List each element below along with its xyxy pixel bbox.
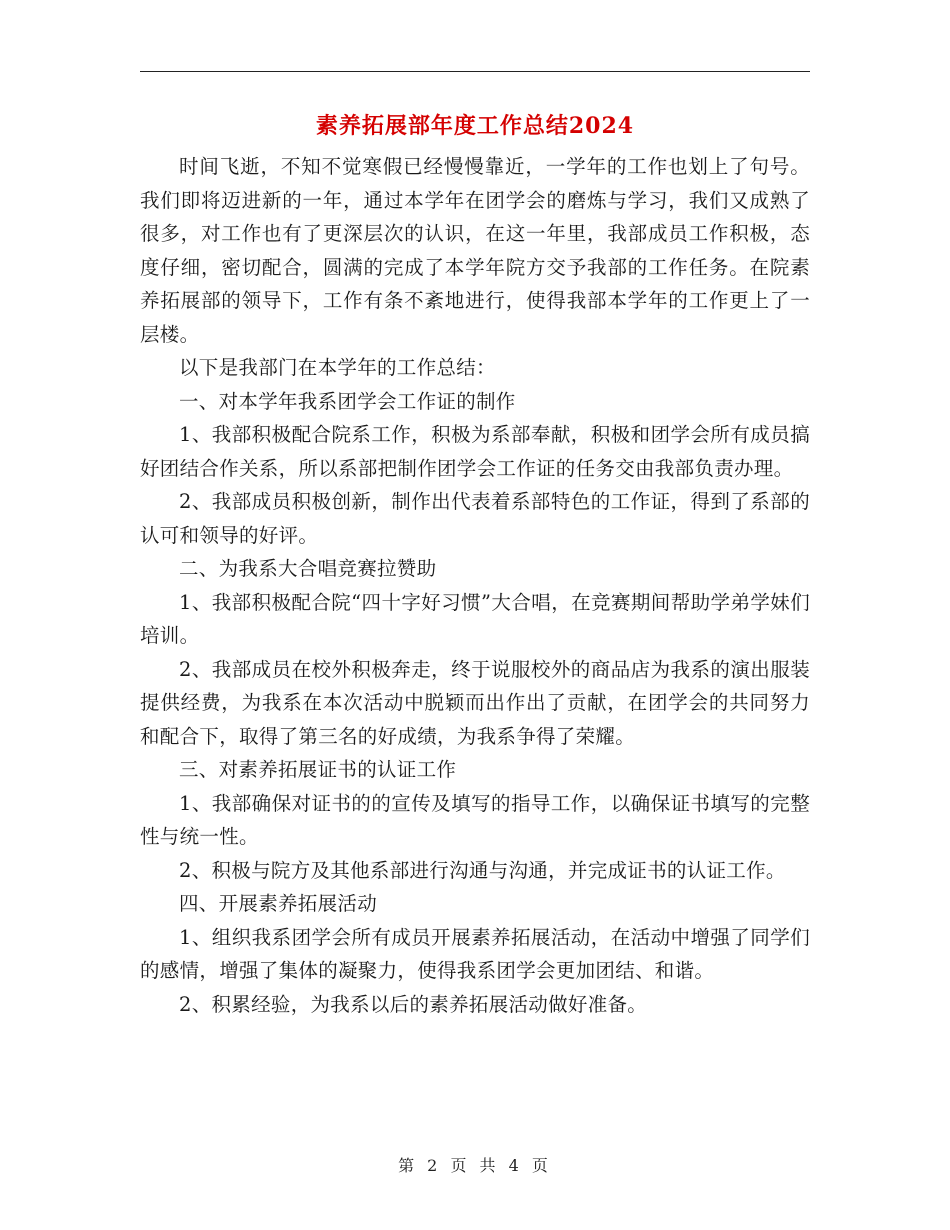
paragraph-intro: 时间飞逝，不知不觉寒假已经慢慢靠近，一学年的工作也划上了句号。我们即将迈进新的一年，通过本学年在团学会的磨炼与学习，我们又成熟了很多，对工作也有了更深层次的认识，在这一年里，我部成员工作积极，态度仔细，密切配合，圆满的完成了本学年院方交予我部的工作任务。在院素养拓展部的领导下，工作有条不紊地进行，使得我部本学年的工作更上了一层楼。 <box>140 155 810 346</box>
paragraph-2-2: 2、我部成员在校外积极奔走，终于说服校外的商品店为我系的演出服装提供经费，为我系在本次活动中脱颖而出作出了贡献，在团学会的共同努力和配合下，取得了第三名的好成绩，为我系争得了荣耀。 <box>140 657 810 748</box>
section-heading-3: 三、对素养拓展证书的认证工作 <box>179 758 457 781</box>
paragraph-2-1: 1、我部积极配合院“四十字好习惯”大合唱，在竞赛期间帮助学弟学妹们培训。 <box>140 590 810 647</box>
paragraph-summary-lead: 以下是我部门在本学年的工作总结： <box>179 356 496 379</box>
paragraph-1-2: 2、我部成员积极创新，制作出代表着系部特色的工作证，得到了系部的认可和领导的好评。 <box>140 490 810 547</box>
paragraph-4-2: 2、积累经验，为我系以后的素养拓展活动做好准备。 <box>179 992 648 1016</box>
section-heading-4: 四、开展素养拓展活动 <box>179 892 378 915</box>
paragraph-1-1: 1、我部积极配合院系工作，积极为系部奉献，积极和团学会所有成员搞好团结合作关系，所以系部把制作团学会工作证的任务交由我部负责办理。 <box>140 423 810 480</box>
paragraph-3-2: 2、积极与院方及其他系部进行沟通与沟通，并完成证书的认证工作。 <box>179 858 786 882</box>
page-number-footer: 第 2 页 共 4 页 <box>398 1156 552 1175</box>
paragraph-3-1: 1、我部确保对证书的的宣传及填写的指导工作，以确保证书填写的完整性与统一性。 <box>140 791 810 848</box>
section-heading-2: 二、为我系大合唱竞赛拉赞助 <box>179 557 437 580</box>
header-rule <box>140 71 810 72</box>
document-body <box>140 150 810 1021</box>
paragraph-4-1: 1、组织我系团学会所有成员开展素养拓展活动，在活动中增强了同学们的感情，增强了集体的凝聚力，使得我系团学会更加团结、和谐。 <box>140 925 810 982</box>
document-title: 素养拓展部年度工作总结2024 <box>315 113 635 139</box>
section-heading-1: 一、对本学年我系团学会工作证的制作 <box>179 389 516 413</box>
